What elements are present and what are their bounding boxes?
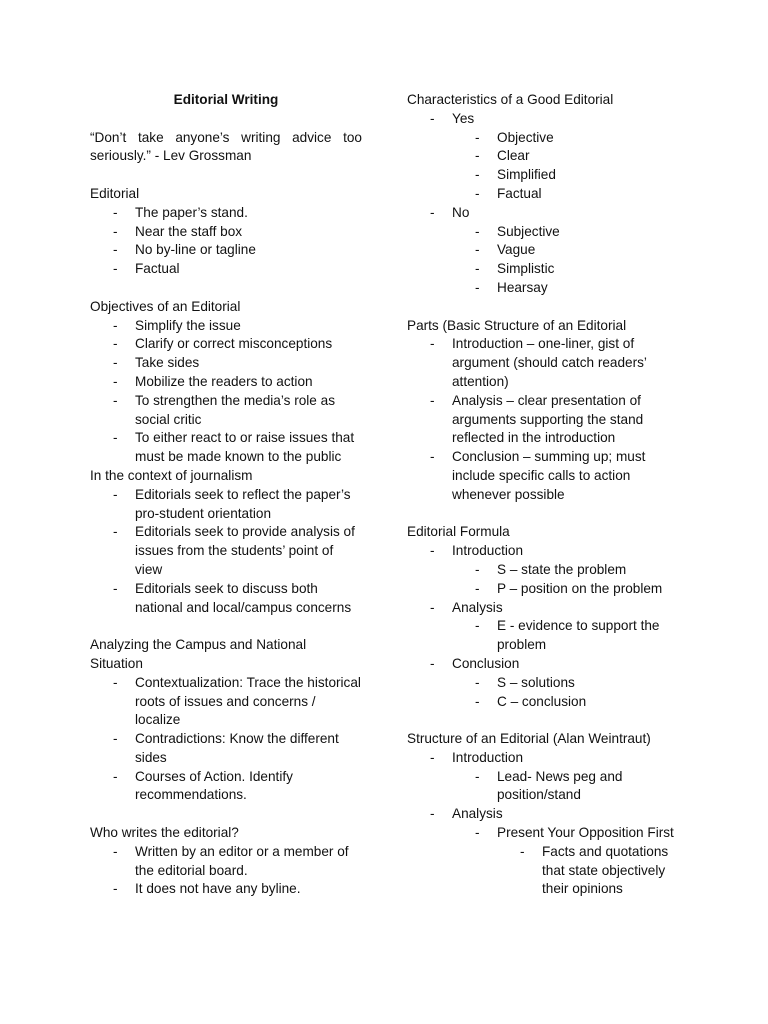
list-item: - Editorials seek to reflect the paper’s pro-student orientation — [90, 486, 362, 524]
list-item — [407, 805, 692, 899]
list-item — [452, 824, 692, 899]
characteristics-list — [407, 110, 692, 298]
list-item: - Courses of Action. Identify recommendations. — [90, 768, 362, 806]
list-item: - Written by an editor or a member of the editorial board. — [90, 843, 362, 881]
section-heading-parts: Parts (Basic Structure of an Editorial — [407, 317, 627, 333]
list-item: - Analysis – clear presentation of arguments supporting the stand reflected in the introduction — [407, 392, 692, 448]
list-item: - Mobilize the readers to action — [90, 373, 362, 392]
list-item: - Factual — [452, 185, 692, 204]
who-list — [90, 843, 362, 899]
formula-introduction-label: Introduction — [452, 543, 524, 559]
list-item: - P – position on the problem — [452, 580, 692, 599]
objectives-list — [90, 317, 362, 467]
list-item: - Clarify or correct misconceptions — [90, 335, 362, 354]
list-item: - Editorials seek to discuss both national and local/campus concerns — [90, 580, 362, 618]
list-item: - Take sides — [90, 354, 362, 373]
formula-conclusion-list — [452, 674, 692, 712]
list-item — [407, 749, 692, 805]
list-item: - Clear — [452, 147, 692, 166]
section-heading-formula: Editorial Formula — [407, 524, 510, 540]
formula-conclusion-label: Conclusion — [452, 655, 520, 671]
section-heading-context: In the context of journalism — [90, 467, 253, 483]
list-item: - Editorials seek to provide analysis of issues from the students’ point of view — [90, 523, 362, 579]
right-column — [407, 91, 692, 899]
section-heading-analyzing: Analyzing the Campus and National Situation — [90, 637, 307, 671]
list-item: - S – solutions — [452, 674, 692, 693]
list-item: - No by-line or tagline — [90, 241, 362, 260]
list-item: - It does not have any byline. — [90, 880, 362, 899]
section-heading-characteristics: Characteristics of a Good Editorial — [407, 92, 614, 107]
list-item: - Vague — [452, 241, 692, 260]
list-item: - Contextualization: Trace the historical roots of issues and concerns / localize — [90, 674, 362, 730]
list-item: - The paper’s stand. — [90, 204, 362, 223]
formula-list — [407, 542, 692, 711]
list-item: - Near the staff box — [90, 223, 362, 242]
structure-introduction-list — [452, 768, 692, 806]
structure-introduction-label: Introduction — [452, 749, 524, 765]
formula-analysis-label: Analysis — [452, 599, 503, 615]
list-item: - To strengthen the media’s role as social critic — [90, 392, 362, 430]
parts-list — [407, 335, 692, 504]
list-item: - Lead- News peg and position/stand — [452, 768, 692, 806]
list-item: - Facts and quotations that state objectively their opinions — [497, 843, 692, 899]
yes-list — [452, 129, 692, 204]
list-item — [407, 655, 692, 711]
list-item: - C – conclusion — [452, 693, 692, 712]
present-opposition-label: Present Your Opposition First — [497, 825, 674, 841]
formula-analysis-list — [452, 617, 692, 655]
no-label: No — [452, 204, 470, 220]
list-item — [407, 599, 692, 655]
list-item: - Contradictions: Know the different sides — [90, 730, 362, 768]
list-item: - To either react to or raise issues that must be made known to the public — [90, 429, 362, 467]
structure-list — [407, 749, 692, 899]
list-item: - Conclusion – summing up; must include specific calls to action whenever possible — [407, 448, 692, 504]
opposition-list — [497, 843, 692, 899]
list-item: - Introduction – one-liner, gist of argument (should catch readers’ attention) — [407, 335, 692, 391]
list-item: - Factual — [90, 260, 362, 279]
no-list — [452, 223, 692, 298]
list-item — [407, 204, 692, 298]
list-item: - Subjective — [452, 223, 692, 242]
list-item: - Simplistic — [452, 260, 692, 279]
context-list — [90, 486, 362, 618]
list-item: - S – state the problem — [452, 561, 692, 580]
left-column — [90, 91, 362, 899]
editorial-list — [90, 204, 362, 279]
formula-introduction-list — [452, 561, 692, 599]
list-item: - Objective — [452, 129, 692, 148]
list-item — [407, 542, 692, 598]
list-item — [407, 110, 692, 204]
section-heading-editorial: Editorial — [90, 185, 140, 201]
opening-quote: “Don’t take anyone’s writing advice too seriously.” - Lev Grossman — [90, 129, 362, 164]
list-item: - E - evidence to support the problem — [452, 617, 692, 655]
section-heading-who: Who writes the editorial? — [90, 825, 239, 841]
list-item: - Simplified — [452, 166, 692, 185]
structure-analysis-list — [452, 824, 692, 899]
document-title: Editorial Writing — [173, 92, 279, 107]
list-item: - Simplify the issue — [90, 317, 362, 336]
yes-label: Yes — [452, 110, 475, 126]
structure-analysis-label: Analysis — [452, 806, 503, 822]
section-heading-structure: Structure of an Editorial (Alan Weintraut) — [407, 731, 651, 747]
analyzing-list — [90, 674, 362, 806]
section-heading-objectives: Objectives of an Editorial — [90, 298, 241, 314]
list-item: - Hearsay — [452, 279, 692, 298]
